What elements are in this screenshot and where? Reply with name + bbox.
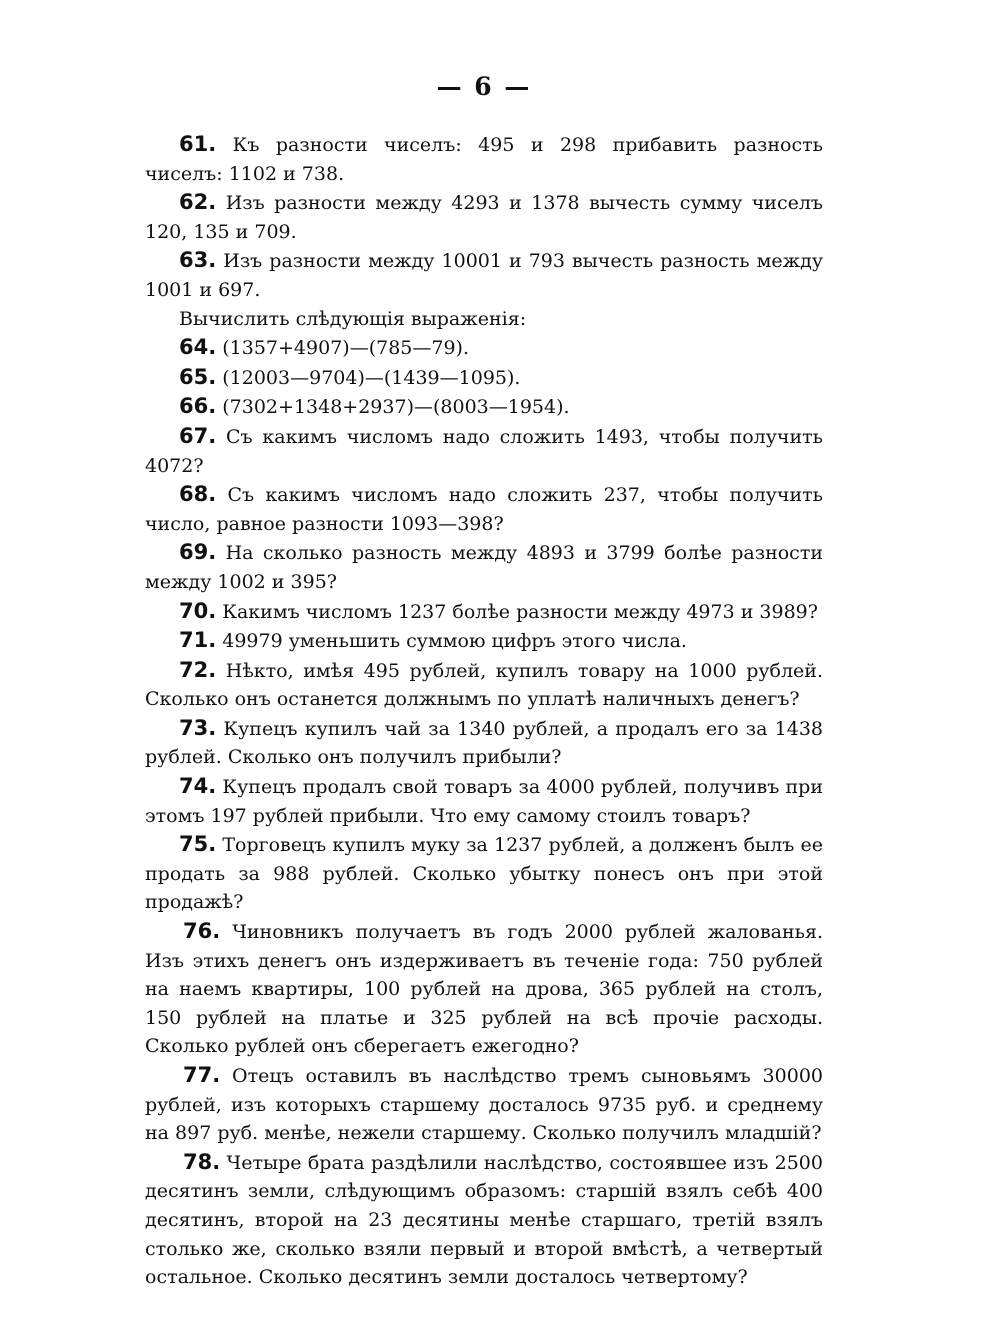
problem-number: 66. xyxy=(179,394,217,419)
problem-number: 74. xyxy=(179,774,217,799)
problem-number: 69. xyxy=(179,540,217,565)
problem-number: 72. xyxy=(179,657,217,682)
problem-number: 75. xyxy=(179,832,217,857)
problem-number: 77. xyxy=(183,1063,221,1087)
problem-text: Отецъ оставилъ въ наслѣдство тремъ сыновьямъ 30000 рублей, изъ которыхъ старшему досталось 9735 руб. и среднему на 897 руб. менѣе, нежели старшему. Сколько получилъ младшій? xyxy=(145,1065,823,1145)
problem-text: Купецъ купилъ чай за 1340 рублей, а продалъ его за 1438 рублей. Сколько онъ получилъ прибыли? xyxy=(145,717,823,769)
book-page xyxy=(145,70,823,1320)
problem-61 xyxy=(145,130,823,188)
problem-expression: (12003—9704)—(1439—1095). xyxy=(222,366,521,389)
problem-text: Чиновникъ получаетъ въ годъ 2000 рублей жалованья. Изъ этихъ денегъ онъ издерживаетъ въ теченіе года: 750 рублей на наемъ квартиры, 100 рублей на дрова, 365 рублей на столъ, 150 рублей на платье и 325 рублей на всѣ прочіе расходы. Сколько рублей онъ сберегаетъ ежегодно? xyxy=(145,921,823,1058)
problem-text: Торговецъ купилъ муку за 1237 рублей, а долженъ былъ ее продать за 988 рублей. Сколько убытку понесъ онъ при этой продажѣ? xyxy=(145,834,823,914)
problem-65 xyxy=(145,363,823,393)
problem-text: Какимъ числомъ 1237 болѣе разности между 4973 и 3989? xyxy=(222,600,818,623)
problem-text: На сколько разность между 4893 и 3799 болѣе разности между 1002 и 395? xyxy=(145,542,823,593)
problem-number: 63. xyxy=(179,248,217,273)
problem-number: 68. xyxy=(179,482,217,507)
section-instruction: Вычислить слѣдующія выраженія: xyxy=(179,307,527,330)
problem-78 xyxy=(145,1148,823,1292)
problem-75 xyxy=(145,830,823,917)
problem-text: Изъ разности между 4293 и 1378 вычесть сумму чиселъ 120, 135 и 709. xyxy=(145,192,823,243)
problem-69 xyxy=(145,538,823,596)
problem-number: 65. xyxy=(179,364,217,389)
problem-text: Купецъ продалъ свой товаръ за 4000 рублей, получивъ при этомъ 197 рублей прибыли. Что ему самому стоилъ товаръ? xyxy=(145,776,823,827)
problem-text: Четыре брата раздѣлили наслѣдство, состоявшее изъ 2500 десятинъ земли, слѣдующимъ образомъ: старшій взялъ себѣ 400 десятинъ, второй на 23 десятины менѣе старшаго, третій взялъ столько же, сколько взяли первый и второй вмѣстѣ, а четвертый остальное. Сколько десятинъ земли досталось четвертому? xyxy=(145,1151,823,1289)
problem-73 xyxy=(145,714,823,772)
problem-text: Нѣкто, имѣя 495 рублей, купилъ товару на 1000 рублей. Сколько онъ останется должнымъ по уплатѣ наличныхъ денегъ? xyxy=(145,659,824,711)
problem-number: 78. xyxy=(183,1149,221,1174)
problem-number: 73. xyxy=(179,715,217,740)
problem-number: 70. xyxy=(179,598,217,623)
problem-74 xyxy=(145,772,823,830)
problem-64 xyxy=(145,333,823,363)
problem-77 xyxy=(145,1061,823,1148)
problem-71 xyxy=(145,626,823,656)
page-number: — 6 — xyxy=(436,72,532,101)
problem-number: 64. xyxy=(179,335,217,360)
problem-number: 71. xyxy=(179,628,217,653)
problem-number: 61. xyxy=(179,132,217,156)
problem-expression: (7302+1348+2937)—(8003—1954). xyxy=(222,396,570,419)
problem-72 xyxy=(145,656,823,714)
problem-text: Съ какимъ числомъ надо сложить 1493, чтобы получить 4072? xyxy=(145,425,823,477)
problem-text: Къ разности чиселъ: 495 и 298 прибавить разность чиселъ: 1102 и 738. xyxy=(145,134,823,185)
problem-67 xyxy=(145,422,823,480)
problem-expression: (1357+4907)—(785—79). xyxy=(222,337,470,360)
problem-68 xyxy=(145,480,823,538)
problem-62 xyxy=(145,188,823,246)
problem-76 xyxy=(145,917,823,1061)
problem-number: 62. xyxy=(179,190,217,215)
problem-text: 49979 уменьшить суммою цифръ этого числа. xyxy=(222,630,687,653)
problem-number: 67. xyxy=(179,423,217,448)
problem-text: Съ какимъ числомъ надо сложить 237, чтобы получить число, равное разности 1093—398? xyxy=(145,484,823,535)
problem-text: Изъ разности между 10001 и 793 вычесть разность между 1001 и 697. xyxy=(145,250,824,301)
problem-70 xyxy=(145,597,823,627)
problem-number: 76. xyxy=(183,919,221,944)
problem-66 xyxy=(145,392,823,422)
problem-63 xyxy=(145,246,823,304)
